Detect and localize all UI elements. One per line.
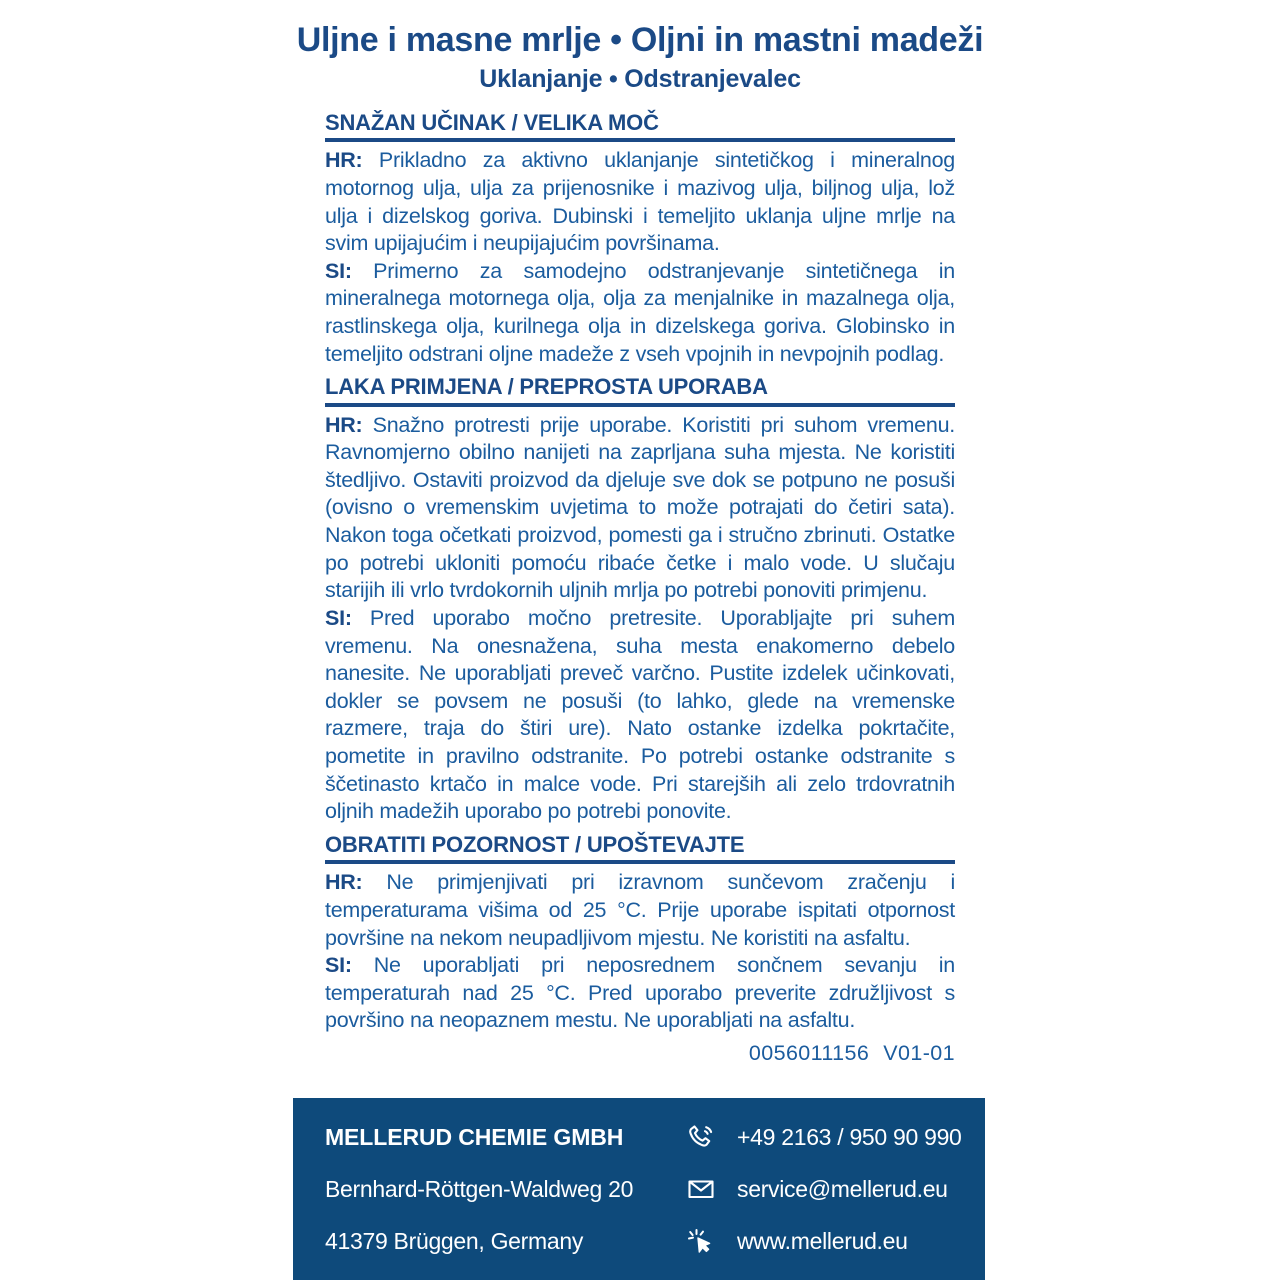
phone-number: +49 2163 / 950 90 990 [737,1123,962,1150]
manufacturer-footer [293,1098,985,1280]
website-url: www.mellerud.eu [737,1227,908,1254]
cursor-click-icon [685,1224,725,1258]
language-tag-si: SI: [325,953,352,978]
section-heading: SNAŽAN UČINAK / VELIKA MOČ [325,110,659,135]
paragraph-si [325,952,955,1035]
language-tag-si: SI: [325,258,352,283]
envelope-icon [685,1172,725,1206]
paragraph-text: Pred uporabo močno pretresite. Uporabljajte pri suhem vremenu. Na onesnažena, suha mesta enakomerno debelo nanesite. Ne uporabljati preveč varčno. Pustite izdelek učinkovati, dokler se povsem ne posuši (to lahko, glede na vremenske razmere, traja do štiri ure). Nato ostanke izdelka pokrtačite, pometite in pravilno odstranite. Po potrebi ostanke odstranite s ščetinasto krtačo in malce vode. Pri starejših ali zelo trdovratnih oljnih madežih uporabo po potrebi ponovite. [325,605,955,824]
company-name: MELLERUD CHEMIE GMBH [325,1123,624,1150]
paragraph-text: Ne primjenjivati pri izravnom sunčevom zračenju i temperaturama višima od 25 °C. Prije uporabe ispitati otpornost površine na nekom neupadljivom mjestu. Ne koristiti na asfaltu. [325,870,955,950]
article-code [325,1041,955,1066]
paragraph-hr [325,147,955,258]
label-header [0,0,1280,94]
paragraph-si [325,605,955,826]
language-tag-si: SI: [325,605,352,630]
language-tag-hr: HR: [325,870,363,895]
paragraph-si [325,258,955,369]
language-tag-hr: HR: [325,412,363,437]
paragraph-text: Ne uporabljati pri neposrednem sončnem sevanju in temperaturah nad 25 °C. Pred uporabo preverite združljivost s površino na neopaznem mestu. Ne uporabljati na asfaltu. [325,953,955,1033]
phone-icon [685,1120,725,1154]
company-city: 41379 Brüggen, Germany [325,1227,584,1254]
section-heading: OBRATITI POZORNOST / UPOŠTEVAJTE [325,831,745,857]
product-title: Uljne i masne mrlje • Oljni in mastni madeži [296,21,984,59]
section-heading: LAKA PRIMJENA / PREPROSTA UPORABA [325,374,768,400]
paragraph-hr [325,412,955,605]
contact-email[interactable] [685,1163,985,1215]
paragraph-text: Prikladno za aktivno uklanjanje sintetičkog i mineralnog motornog ulja, ulja za prijenosnike i mazivog ulja, biljnog ulja, lož ulja i dizelskog goriva. Dubinski i temeljito uklanja uljne mrlje na svim upijajućim i neupijajućim površinama. [325,148,955,256]
paragraph-text: Snažno protresti prije uporabe. Koristiti pri suhom vremenu. Ravnomjerno obilno nanijeti na zaprljana suha mjesta. Ne koristiti štedljivo. Ostaviti proizvod da djeluje sve dok se potpuno ne posuši (ovisno o vremenskim uvjetima to može potrajati do četiri sata). Nakon toga očetkati proizvod, pomesti ga i stručno zbrinuti. Ostatke po potrebi ukloniti pomoću ribaće četke i malo vode. U slučaju starijih ili vrlo tvrdokornih uljnih mrlja po potrebi ponoviti primjenu. [325,412,955,603]
article-version: V01-01 [883,1041,955,1066]
product-subtitle: Uklanjanje • Odstranjevalec [479,65,801,94]
paragraph-text: Primerno za samodejno odstranjevanje sintetičnega in mineralnega motornega olja, olja za menjalnike in mazalnega olja, rastlinskega olja, kurilnega olja in dizelskega goriva. Globinsko in temeljito odstrani oljne madeže z vseh vpojnih in nevpojnih podlag. [325,258,955,366]
section-divider [325,403,955,407]
article-number: 0056011156 [748,1041,870,1066]
paragraph-hr [325,869,955,952]
section-easy-application [325,374,955,826]
language-tag-hr: HR: [325,148,363,173]
section-attention [325,832,955,1035]
section-divider [325,860,955,864]
section-strong-effect [325,110,955,368]
contact-phone[interactable] [685,1111,985,1163]
email-address: service@mellerud.eu [737,1175,948,1202]
label-content [325,110,955,1066]
company-street: Bernhard-Röttgen-Waldweg 20 [325,1175,634,1202]
footer-address-column [325,1111,685,1267]
section-divider [325,138,955,142]
footer-contact-column [685,1111,985,1267]
contact-website[interactable] [685,1215,985,1267]
